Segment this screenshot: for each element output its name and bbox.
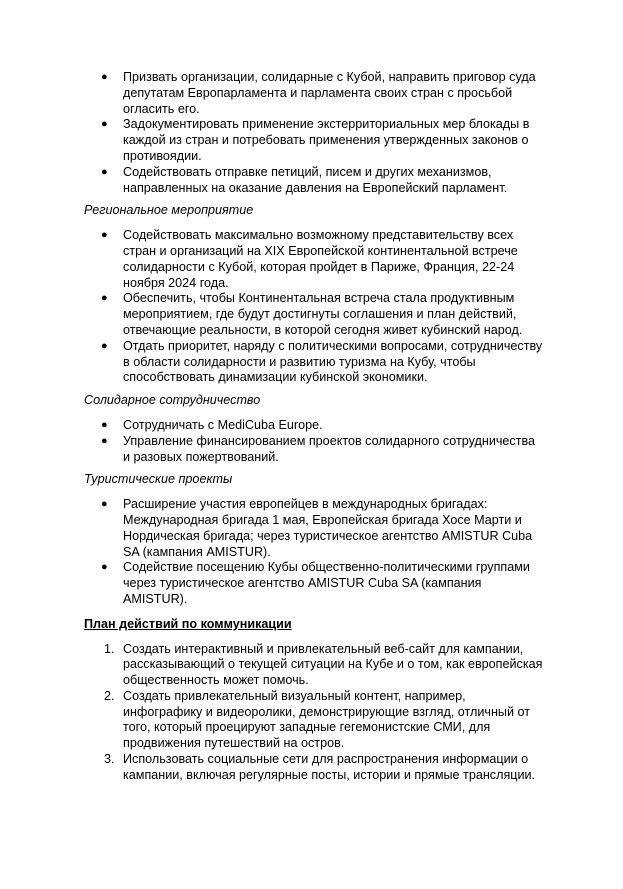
bullet-icon: ●: [101, 229, 108, 242]
list-item-text: Содействовать отправке петиций, писем и других механизмов, направленных на оказание давления на Европейский парламент.: [123, 164, 508, 195]
list-item-text: Задокументировать применение экстерриториальных мер блокады в каждой из стран и потребовать применения утвержденных законов о противоядии.: [123, 117, 530, 163]
list-item-text: Содействие посещению Кубы общественно-политическими группами через туристическое агентство AMISTUR Cuba SA (кампания AMISTUR).: [123, 560, 530, 606]
document-page: [84, 70, 544, 784]
list-item-text: Содействовать максимально возможному представительству всех стран и организаций на XIX Европейской континентальной встрече солидарности с Кубой, которая пройдет в Париже, Франция, 22-24 ноября 2024 года.: [123, 228, 518, 290]
list-number: 1.: [104, 641, 115, 656]
list-item: [84, 642, 544, 689]
bullet-icon: ●: [101, 118, 108, 131]
plan-heading: План действий по коммуникации: [84, 616, 292, 631]
list-item: [84, 560, 544, 607]
list-item: [84, 689, 544, 752]
bullet-icon: ●: [101, 71, 108, 83]
bullet-icon: ●: [101, 339, 108, 352]
bullet-list-regional: [84, 228, 544, 386]
list-item: [84, 752, 544, 784]
list-item-text: Обеспечить, чтобы Континентальная встреча стала продуктивным мероприятием, где будут достигнуты соглашения и план действий, отвечающие реальности, в которой сегодня живет кубинский народ.: [123, 291, 523, 337]
list-item: [84, 228, 544, 291]
section-heading-regional: Региональное мероприятие: [84, 203, 254, 218]
list-item-text: Сотрудничать с MediCuba Europe.: [123, 417, 323, 432]
list-item-text: Использовать социальные сети для распространения информации о кампании, включая регулярные посты, истории и прямые трансляции.: [123, 752, 536, 782]
list-item-text: Отдать приоритет, наряду с политическими вопросами, сотрудничеству в области солидарности и развитию туризма на Кубу, чтобы способствовать динамизации кубинской экономики.: [123, 338, 543, 385]
list-item: [84, 339, 544, 386]
list-item-text: Расширение участия европейцев в международных бригадах: Международная бригада 1 мая, Европейская бригада Хосе Марти и Нордическая бригада; через туристическое агентство AMISTUR Cuba SA (кампания AMISTUR).: [123, 497, 533, 559]
list-item: [84, 291, 544, 338]
bullet-list-appeals: [84, 70, 544, 196]
list-item-text: Создать интерактивный и привлекательный веб-сайт для кампании, рассказывающий о текущей ситуации на Кубе и о том, как европейская общественность может помочь.: [123, 641, 543, 688]
bullet-list-tourism: [84, 497, 544, 608]
list-item: [84, 117, 544, 164]
list-number: 3.: [104, 752, 115, 767]
bullet-icon: ●: [101, 498, 108, 511]
list-item: [84, 70, 544, 117]
section-heading-tourism: Туристические проекты: [84, 472, 233, 487]
list-item: [84, 165, 544, 197]
list-item-text: Призвать организации, солидарные с Кубой, направить приговор суда депутатам Европарламента и парламента своих стран с просьбой огласить его.: [123, 70, 536, 116]
list-item: [84, 418, 544, 434]
list-item-text: Управление финансированием проектов солидарного сотрудничества и разовых пожертвований.: [123, 433, 536, 464]
bullet-icon: ●: [101, 165, 108, 178]
numbered-list-communication: [84, 642, 544, 784]
list-item: [84, 434, 544, 466]
list-item-text: Создать привлекательный визуальный контент, например, инфографику и видеоролики, демонстрирующие взгляд, отличный от того, который проецируют западные гегемонистские СМИ, для продвижения путешествий на остров.: [123, 688, 531, 751]
list-item: [84, 497, 544, 560]
bullet-icon: ●: [101, 561, 108, 574]
bullet-list-solidarity: [84, 418, 544, 465]
section-heading-solidarity: Солидарное сотрудничество: [84, 393, 261, 408]
bullet-icon: ●: [101, 292, 108, 305]
bullet-icon: ●: [101, 418, 108, 431]
list-number: 2.: [104, 688, 115, 703]
bullet-icon: ●: [101, 434, 108, 447]
